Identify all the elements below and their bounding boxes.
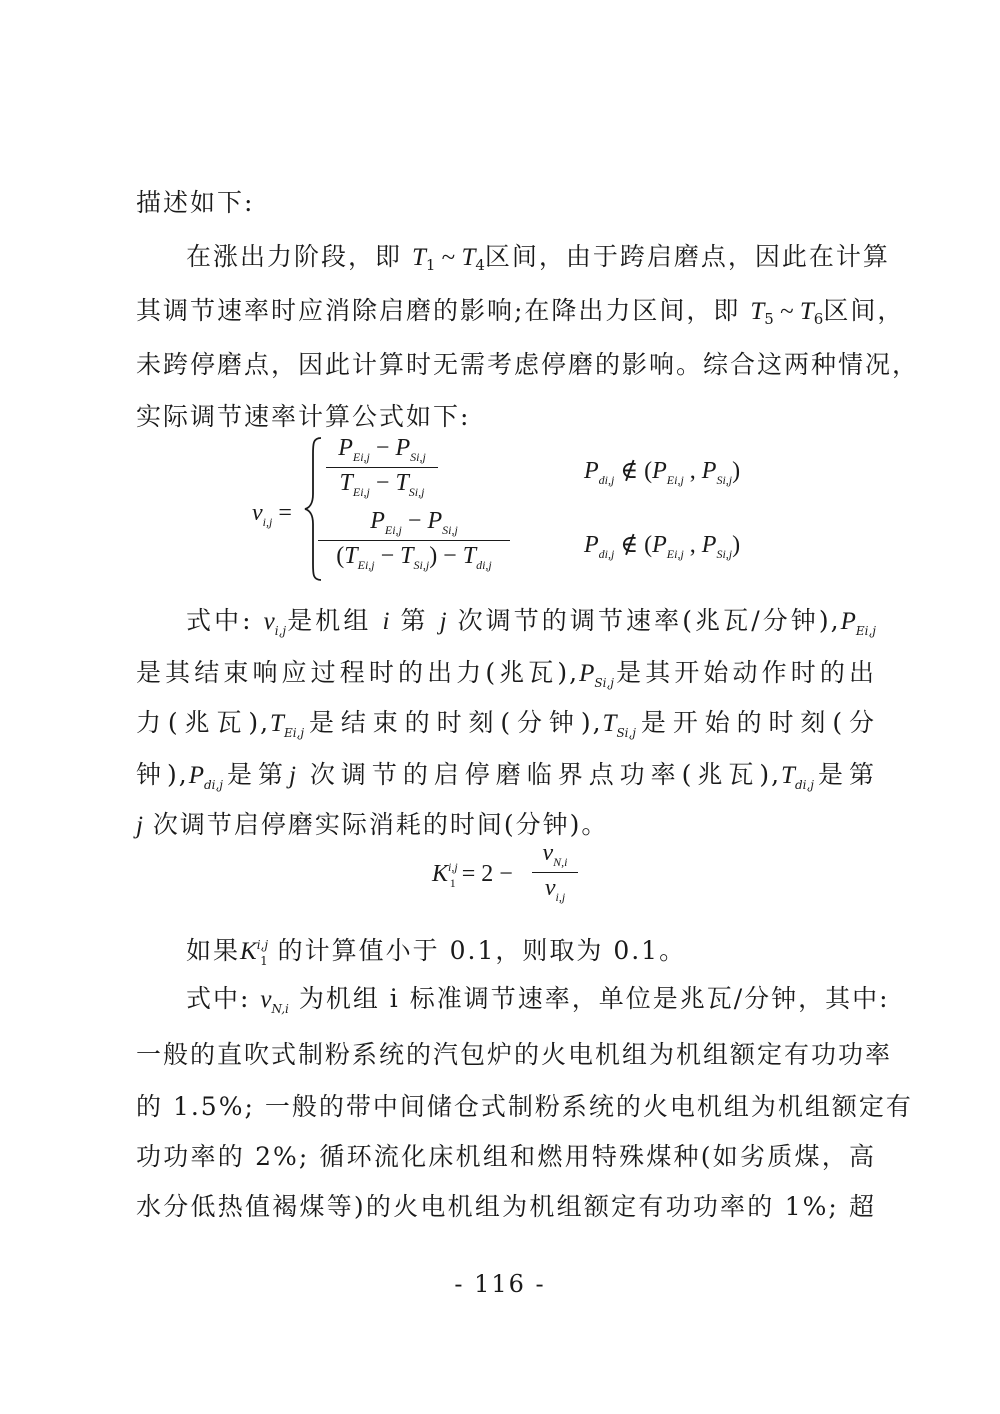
text-line (136, 1190, 876, 1224)
line-text: 区间，由于跨启磨点，因此在计算 (484, 242, 890, 271)
line-text: 描述如下: (136, 188, 255, 217)
text-line (136, 400, 876, 434)
text-line: j 次调节启停磨实际消耗的时间(分钟)。 (136, 810, 609, 839)
line-text: 是其开始动作时的出 (613, 658, 876, 687)
line-text: 式中: (186, 606, 253, 635)
text-line: 其调节速率时应消除启磨的影响;在降出力区间，即 $T_5$ ~ $T_6$区间， (136, 296, 905, 328)
line-text: 如果 (186, 936, 241, 965)
line-text: 是开始的时刻(分 (636, 708, 876, 737)
text-line: 式中: $v_{N,i}$ 为机组 i 标准调节速率，单位是兆瓦/分钟，其中: (186, 984, 890, 1016)
text-line: 在涨出力阶段，即 $T_1$ ~ $T_4$区间，由于跨启磨点，因此在计算 (186, 242, 890, 274)
line-text: 是第 (223, 760, 289, 789)
line-text: 的计算值小于 0.1，则取为 0.1。 (277, 936, 687, 965)
text-line: 力(兆瓦)$,T_{Ei,j}$是结束的时刻(分钟)$,T_{Si,j}$是开始的时刻(分 (136, 708, 876, 740)
line-text: 次调节启停磨实际消耗的时间(分钟)。 (152, 810, 609, 839)
line-text: 是第 (814, 760, 876, 789)
line-text: 水分低热值褐煤等)的火电机组为机组额定有功功率的 1%; 超 (136, 1192, 876, 1221)
text-line: 是其结束响应过程时的出力(兆瓦)$,P_{Si,j}$是其开始动作时的出 (136, 658, 876, 690)
text-line: 如果K$^{i,j}_1$ 的计算值小于 0.1，则取为 0.1。 (186, 936, 687, 968)
line-text: 在涨出力阶段，即 (186, 242, 403, 271)
line-text: 未跨停磨点，因此计算时无需考虑停磨的影响。综合这两种情况， (136, 350, 920, 379)
line-text: 一般的直吹式制粉系统的汽包炉的火电机组为机组额定有功功率 (136, 1040, 893, 1069)
line-text: 次调节的调节速率(兆瓦/分钟), (457, 606, 841, 635)
line-text: 力(兆瓦), (136, 708, 271, 737)
page-number: - 116 - (454, 1270, 546, 1298)
text-line (136, 1038, 893, 1072)
text-line: 钟)$,P_{di,j}$是第j 次调节的启停磨临界点功率(兆瓦)$,T_{di,j}$是第 (136, 760, 876, 792)
line-text: 次调节的启停磨临界点功率(兆瓦), (309, 760, 782, 789)
text-line (136, 1140, 876, 1174)
line-text: 第 (400, 606, 429, 635)
line-text: 钟), (136, 760, 189, 789)
line-text: 是机组 (286, 606, 372, 635)
line-text: 其调节速率时应消除启磨的影响;在降出力区间，即 (136, 296, 741, 325)
text-line (136, 1090, 913, 1124)
line-text: 的 1.5%; 一般的带中间储仓式制粉系统的火电机组为机组额定有 (136, 1092, 913, 1121)
line-text: 是其结束响应过程时的出力(兆瓦), (136, 658, 580, 687)
text-line: 式中: $v_{i,j}$是机组 i 第 j 次调节的调节速率(兆瓦/分钟)$,P_{Ei,j}$ (186, 606, 876, 638)
line-text: 区间， (823, 296, 905, 325)
text-line (136, 348, 920, 382)
line-text: 功功率的 2%; 循环流化床机组和燃用特殊煤种(如劣质煤，高 (136, 1142, 876, 1171)
line-text: 实际调节速率计算公式如下: (136, 402, 471, 431)
line-text: 是结束的时刻(分钟), (304, 708, 603, 737)
line-text: 式中: (186, 984, 251, 1013)
line-text: 为机组 i 标准调节速率，单位是兆瓦/分钟，其中: (298, 984, 890, 1013)
text-line (136, 186, 876, 220)
